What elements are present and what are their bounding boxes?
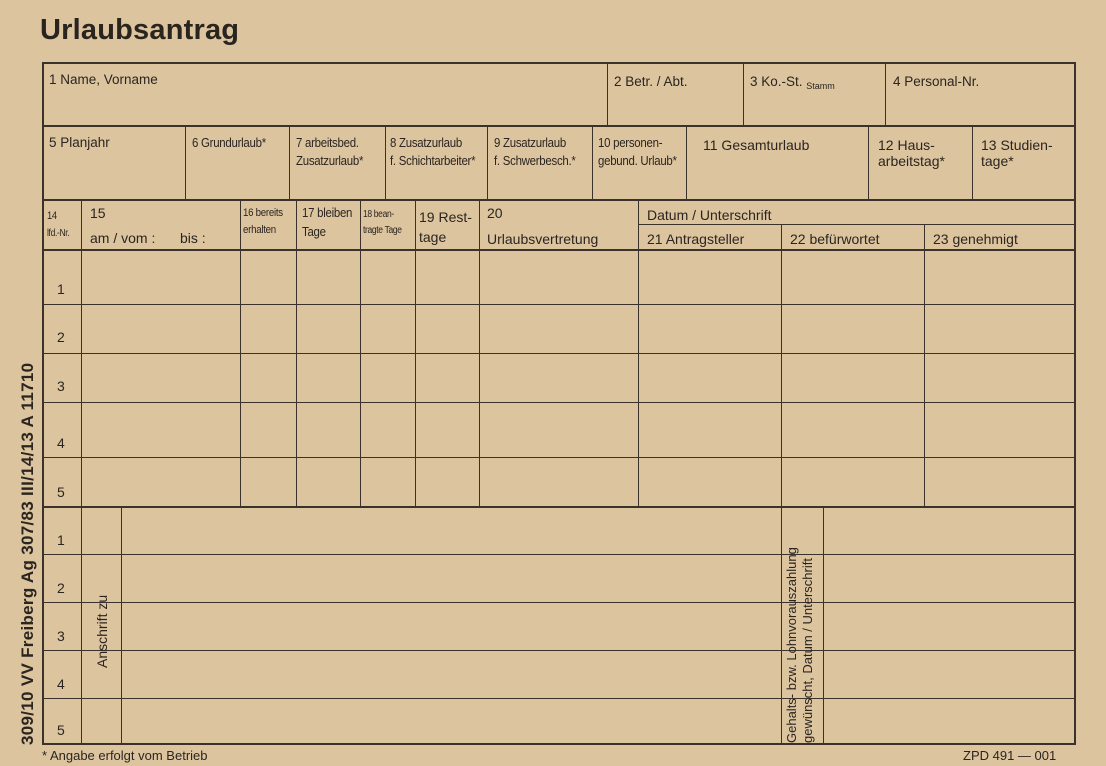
- divider: [185, 125, 186, 199]
- divider: [781, 506, 782, 745]
- divider: [42, 353, 1076, 354]
- col-15-number: 15: [90, 205, 106, 221]
- gehalt-line2: gewünscht, Datum / Unterschrift: [800, 558, 815, 743]
- schwer-line2: f. Schwerbesch.*: [494, 153, 576, 169]
- divider: [385, 125, 386, 199]
- col-bereits-header: [243, 203, 283, 238]
- divider: [479, 199, 480, 506]
- schwer-line1: 9 Zusatzurlaub: [494, 135, 566, 150]
- col-lfd-header: [47, 204, 69, 240]
- divider: [592, 125, 593, 199]
- beantragt-line2: tragte Tage: [363, 225, 402, 236]
- arbeitsbed-line2: Zusatzurlaub*: [296, 153, 364, 169]
- divider: [924, 224, 925, 506]
- col-genehmigt: 23 genehmigt: [933, 231, 1018, 247]
- row-number: 2: [57, 329, 65, 345]
- row-number: 1: [57, 281, 65, 297]
- field-label-betr: 2 Betr. / Abt.: [614, 74, 688, 89]
- field-label-gesamt: 11 Gesamturlaub: [703, 137, 810, 153]
- divider: [42, 249, 1076, 251]
- rest-line2: tage: [419, 229, 447, 245]
- divider: [42, 602, 1076, 603]
- form-title: Urlaubsantrag: [40, 14, 240, 46]
- divider: [607, 62, 608, 125]
- field-label-haus: [878, 137, 945, 169]
- field-label-schwer: [494, 134, 576, 170]
- form-code: ZPD 491 — 001: [963, 748, 1057, 763]
- divider: [42, 304, 1076, 305]
- divider: [296, 199, 297, 506]
- divider: [487, 125, 488, 199]
- field-label-kost: [750, 74, 835, 90]
- anschrift-label: Anschrift zu: [94, 594, 110, 668]
- lfd-line2: lfd.-Nr.: [47, 228, 70, 239]
- divider: [686, 125, 687, 199]
- divider: [638, 199, 639, 506]
- personen-line2: gebund. Urlaub*: [598, 153, 677, 169]
- row-number: 2: [57, 580, 65, 596]
- divider: [743, 62, 744, 125]
- divider: [42, 125, 1076, 127]
- rest-line1: 19 Rest-: [419, 209, 472, 225]
- haus-line2: arbeitstag*: [878, 153, 945, 170]
- field-label-planjahr: 5 Planjahr: [49, 135, 110, 150]
- divider: [781, 224, 782, 506]
- divider: [885, 62, 886, 125]
- haus-line1: 12 Haus-: [878, 137, 935, 153]
- datum-unterschrift-header: Datum / Unterschrift: [647, 207, 772, 223]
- col-antragsteller: 21 Antragsteller: [647, 231, 745, 247]
- footnote: * Angabe erfolgt vom Betrieb: [42, 748, 208, 763]
- divider: [972, 125, 973, 199]
- divider: [823, 506, 824, 745]
- field-label-personal: 4 Personal-Nr.: [893, 74, 980, 89]
- divider: [42, 554, 1076, 555]
- field-label-name: 1 Name, Vorname: [49, 72, 158, 87]
- field-label-arbeitsbed: [296, 134, 363, 170]
- row-number: 5: [57, 722, 65, 738]
- row-number: 4: [57, 435, 65, 451]
- col-am-vom: am / vom :: [90, 230, 156, 246]
- bereits-line1: 16 bereits: [243, 207, 283, 219]
- field-label-grundurlaub: 6 Grundurlaub*: [192, 135, 266, 150]
- bereits-line2: erhalten: [243, 224, 276, 236]
- studien-line1: 13 Studien-: [981, 137, 1053, 153]
- divider: [240, 199, 241, 506]
- divider: [42, 698, 1076, 699]
- gehalt-line1: Gehalts- bzw. Lohnvorauszahlung: [784, 547, 799, 743]
- schicht-line2: f. Schichtarbeiter*: [390, 153, 476, 169]
- bleiben-line2: Tage: [302, 224, 326, 239]
- col-rest-header: [419, 205, 472, 245]
- divider: [360, 199, 361, 506]
- row-number: 3: [57, 628, 65, 644]
- divider: [42, 650, 1076, 651]
- divider: [42, 506, 1076, 508]
- field-label-studien: [981, 137, 1053, 169]
- lfd-line1: 14: [47, 210, 57, 222]
- divider: [42, 457, 1076, 458]
- row-number: 5: [57, 484, 65, 500]
- col-befuerwortet: 22 befürwortet: [790, 231, 880, 247]
- divider: [289, 125, 290, 199]
- col-vertretung: Urlaubsvertretung: [487, 231, 599, 247]
- divider: [81, 506, 82, 745]
- divider: [868, 125, 869, 199]
- studien-line2: tage*: [981, 153, 1014, 170]
- schicht-line1: 8 Zusatzurlaub: [390, 135, 462, 150]
- divider: [638, 224, 1076, 225]
- divider: [42, 402, 1076, 403]
- col-20-number: 20: [487, 205, 503, 221]
- arbeitsbed-line1: 7 arbeitsbed.: [296, 135, 359, 150]
- col-beantragt-header: [363, 205, 402, 237]
- personen-line1: 10 personen-: [598, 135, 663, 150]
- bleiben-line1: 17 bleiben: [302, 205, 353, 220]
- kost-label: 3 Ko.-St.: [750, 74, 803, 89]
- col-bis: bis :: [180, 230, 206, 246]
- divider: [415, 199, 416, 506]
- beantragt-line1: 18 bean-: [363, 209, 394, 220]
- field-label-schicht: [390, 134, 475, 170]
- side-print-code: 309/10 VV Freiberg Ag 307/83 III/14/13 A 11710: [18, 362, 37, 745]
- row-number: 1: [57, 532, 65, 548]
- divider: [42, 199, 1076, 201]
- col-bleiben-header: [302, 203, 352, 241]
- row-number: 4: [57, 676, 65, 692]
- row-number: 3: [57, 378, 65, 394]
- divider: [81, 199, 82, 506]
- gehalt-label: [784, 547, 816, 743]
- field-label-personen: [598, 134, 677, 170]
- divider: [121, 506, 122, 745]
- kost-sub-label: Stamm: [806, 81, 835, 91]
